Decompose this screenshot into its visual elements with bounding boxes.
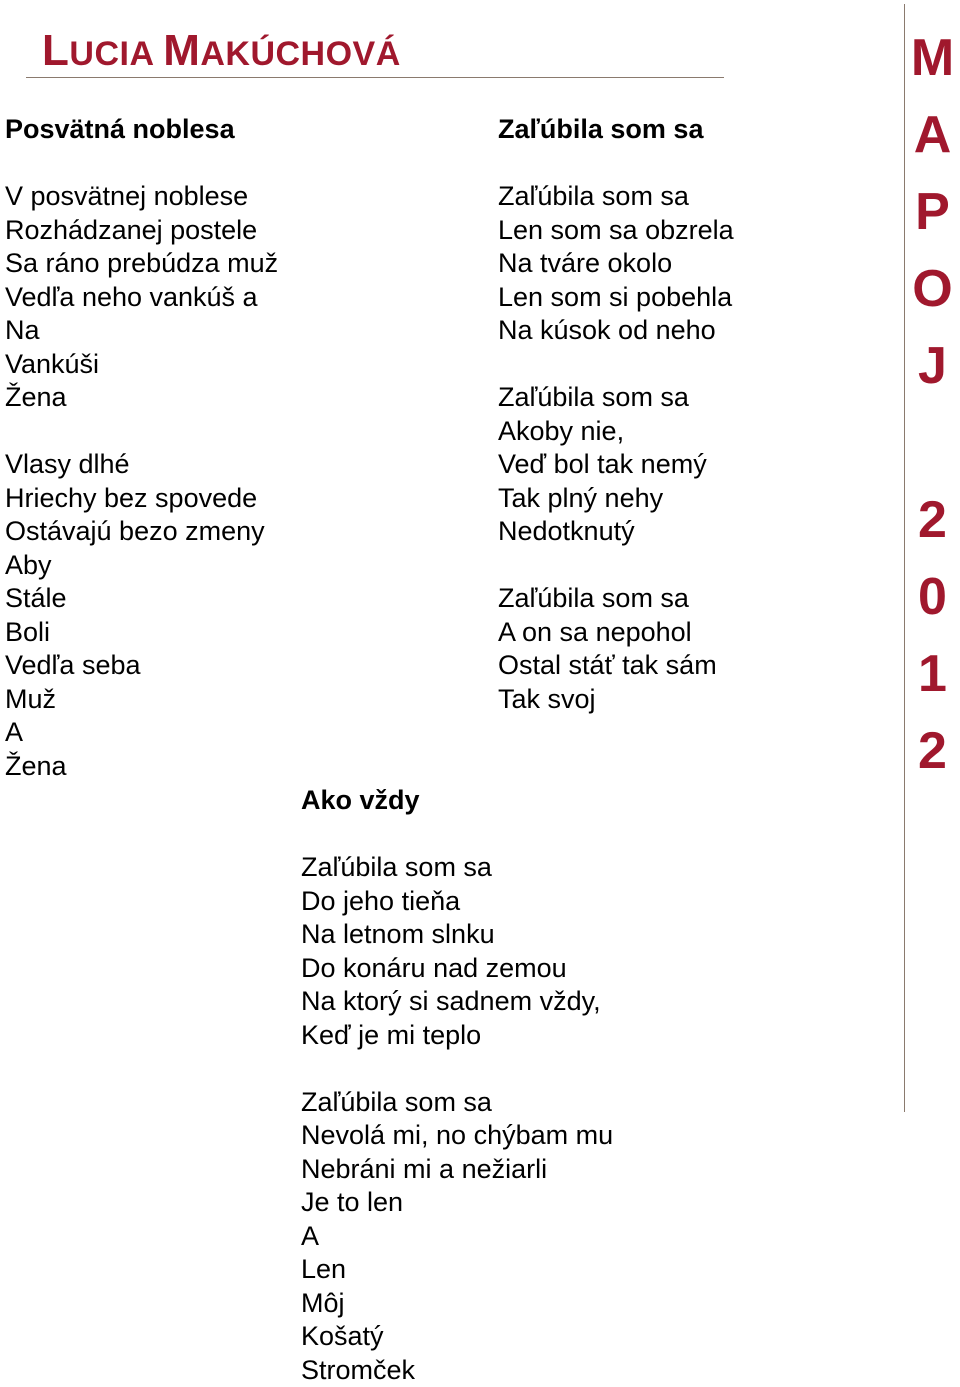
poem-line: Len som sa obzrela [498, 214, 734, 248]
poem-line: Boli [5, 616, 278, 650]
poem-line: Ostávajú bezo zmeny [5, 515, 278, 549]
poem-line: A [301, 1220, 613, 1254]
poem-line: Na tváre okolo [498, 247, 734, 281]
poem-line: Žena [5, 381, 278, 415]
author-last-initial: M [163, 26, 200, 75]
poem-line: Zaľúbila som sa [498, 180, 734, 214]
poem-line: Muž [5, 683, 278, 717]
sidebar-letter: P [915, 174, 950, 251]
poem-line: Do jeho tieňa [301, 885, 613, 919]
author-name [42, 24, 401, 81]
poem-line: Nebráni mi a nežiarli [301, 1153, 613, 1187]
poem-title: Ako vždy [301, 784, 613, 818]
poem-line: Tak svoj [498, 683, 734, 717]
poem-line: Je to len [301, 1186, 613, 1220]
author-first-initial: L [42, 26, 69, 75]
poem-line: Tak plný nehy [498, 482, 734, 516]
poem-line: Aby [5, 549, 278, 583]
poem-line: Na ktorý si sadnem vždy, [301, 985, 613, 1019]
poem-line: Stále [5, 582, 278, 616]
sidebar-letter: 2 [918, 482, 947, 559]
poem-line: Vankúši [5, 348, 278, 382]
poem-line: Košatý [301, 1320, 613, 1354]
poem-line: Do konáru nad zemou [301, 952, 613, 986]
poem-line: Zaľúbila som sa [301, 1086, 613, 1120]
poem-line: Len som si pobehla [498, 281, 734, 315]
poem-line: Môj [301, 1287, 613, 1321]
poem-line: Na letnom slnku [301, 918, 613, 952]
poem-line: Rozhádzanej postele [5, 214, 278, 248]
sidebar-letter: J [918, 328, 947, 405]
author-last-rest: AKÚCHOVÁ [200, 35, 400, 73]
poem-title: Posvätná noblesa [5, 113, 278, 147]
poem-line: Na kúsok od neho [498, 314, 734, 348]
poem-posvatna-noblesa [5, 113, 278, 783]
poem-line: Stromček [301, 1354, 613, 1387]
sidebar-letter: 0 [918, 559, 947, 636]
stanza-break [498, 549, 734, 583]
poem-line: Žena [5, 750, 278, 784]
poem-line: Zaľúbila som sa [498, 582, 734, 616]
poem-line: Vlasy dlhé [5, 448, 278, 482]
poem-line: Nedotknutý [498, 515, 734, 549]
sidebar-letter: 1 [918, 636, 947, 713]
poem-line: Nevolá mi, no chýbam mu [301, 1119, 613, 1153]
author-first-rest: UCIA [69, 35, 163, 73]
stanza-break [301, 1052, 613, 1086]
poem-line: Ostal stáť tak sám [498, 649, 734, 683]
poem-line: Akoby nie, [498, 415, 734, 449]
poem-line: Zaľúbila som sa [498, 381, 734, 415]
poem-title: Zaľúbila som sa [498, 113, 734, 147]
poem-line: Vedľa neho vankúš a [5, 281, 278, 315]
poem-line: Na [5, 314, 278, 348]
sidebar-letter: O [912, 251, 952, 328]
poem-line: Hriechy bez spovede [5, 482, 278, 516]
poem-line: Len [301, 1253, 613, 1287]
sidebar-letter: A [914, 97, 952, 174]
stanza-break [5, 415, 278, 449]
poem-line: Vedľa seba [5, 649, 278, 683]
sidebar-letter: 2 [918, 713, 947, 790]
poem-line: A [5, 716, 278, 750]
poem-line: A on sa nepohol [498, 616, 734, 650]
title-underline [26, 77, 724, 78]
stanza-break [498, 348, 734, 382]
poem-line: Keď je mi teplo [301, 1019, 613, 1053]
poem-ako-vzdy [301, 784, 613, 1387]
sidebar-vertical-text [905, 20, 960, 790]
poem-line: Zaľúbila som sa [301, 851, 613, 885]
poem-line: Veď bol tak nemý [498, 448, 734, 482]
poem-zalubila-som-sa [498, 113, 734, 716]
sidebar-letter: M [911, 20, 954, 97]
poem-line: V posvätnej noblese [5, 180, 278, 214]
poem-line: Sa ráno prebúdza muž [5, 247, 278, 281]
